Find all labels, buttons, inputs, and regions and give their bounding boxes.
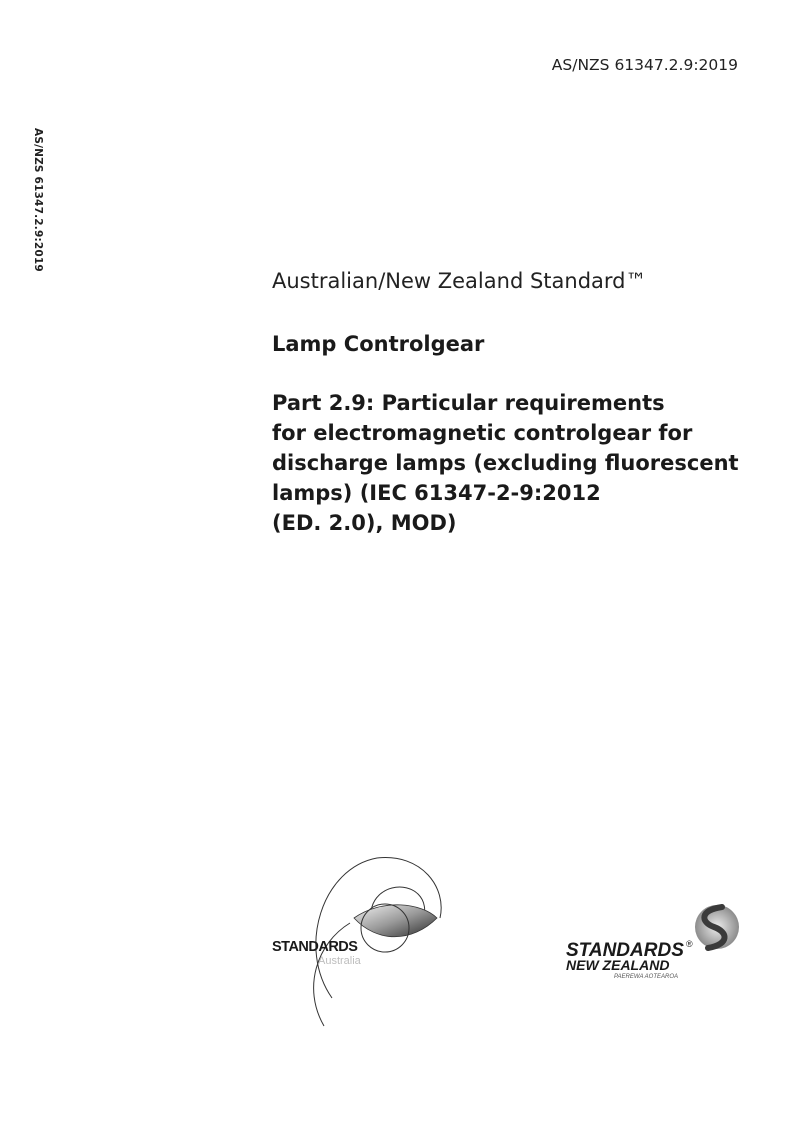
logo-leaf bbox=[354, 905, 437, 937]
standards-new-zealand-logo bbox=[562, 900, 752, 980]
logo-subword: NEW ZEALAND bbox=[566, 957, 670, 973]
standard-series: Australian/New Zealand Standard™ bbox=[272, 269, 647, 293]
title-block bbox=[272, 266, 772, 538]
part-title-line: for electromagnetic controlgear for bbox=[272, 421, 693, 445]
standards-australia-logo bbox=[262, 848, 452, 1028]
logo-wordmark: STANDARDS bbox=[566, 940, 684, 961]
part-title-line: Part 2.9: Particular requirements bbox=[272, 391, 665, 415]
logo-subword: Australia bbox=[318, 955, 361, 967]
standard-subject: Lamp Controlgear bbox=[272, 332, 485, 356]
part-title-line: discharge lamps (excluding fluorescent bbox=[272, 451, 739, 475]
part-title-line: lamps) (IEC 61347-2-9:2012 bbox=[272, 481, 601, 505]
logo-registered-mark: ® bbox=[686, 939, 693, 949]
part-title-line: (ED. 2.0), MOD) bbox=[272, 511, 457, 535]
spine-label: AS/NZS 61347.2.9:2019 bbox=[32, 128, 44, 272]
logo-wordmark: STANDARDS bbox=[272, 939, 358, 955]
document-code: AS/NZS 61347.2.9:2019 bbox=[551, 56, 738, 74]
logo-tagline: PAEREWA AOTEAROA bbox=[614, 974, 679, 980]
part-title bbox=[272, 388, 752, 538]
